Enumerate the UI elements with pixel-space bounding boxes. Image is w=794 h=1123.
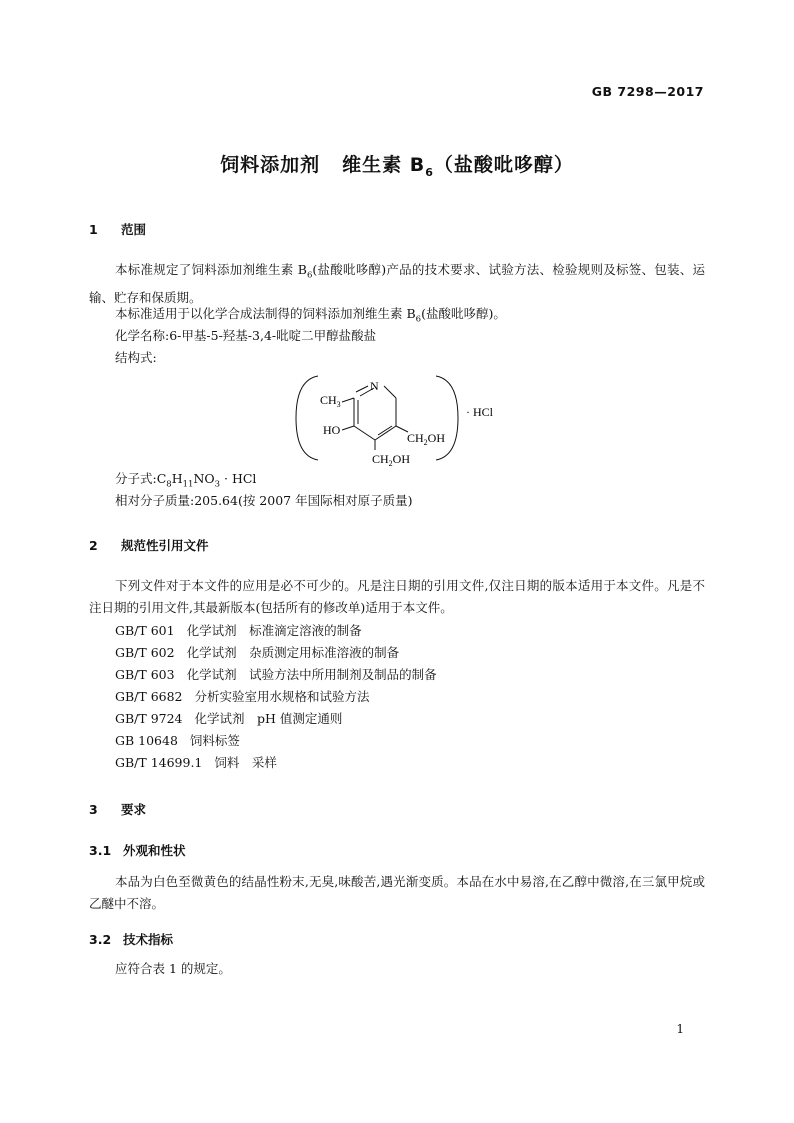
scope-paragraph-2: 本标准适用于以化学合成法制得的饲料添加剂维生素 $B_6$(盐酸吡哆醇)。	[115, 306, 506, 325]
reference-item: GB/T 603 化学试剂 试验方法中所用制剂及制品的制备	[115, 667, 437, 682]
scope-paragraph-1: 本标准规定了饲料添加剂维生素 $B_6$(盐酸吡哆醇)产品的技术要求、试验方法、检验规则及标签、包装、运输、贮存和保质期。	[89, 262, 705, 305]
reference-item: GB/T 14699.1 饲料 采样	[115, 755, 277, 770]
hydroxymethyl-right: $CH_2OH$	[407, 431, 446, 447]
reference-item: GB/T 6682 分析实验室用水规格和试验方法	[115, 689, 370, 704]
section-title: 范围	[121, 222, 147, 237]
title-subscript: 6	[425, 165, 434, 179]
structure-label: 结构式:	[115, 350, 157, 365]
title-part1: 饲料添加剂	[220, 154, 321, 176]
reference-list	[115, 620, 437, 774]
section-2-heading: 2 规范性引用文件	[89, 538, 209, 553]
chemical-name: 化学名称:6-甲基-5-羟基-3,4-吡啶二甲醇盐酸盐	[115, 328, 377, 343]
reference-item: GB/T 9724 化学试剂 pH 值测定通则	[115, 711, 343, 726]
section-3-2-heading: 3.2 技术指标	[89, 932, 174, 947]
molecular-formula: 分子式$:C_8H_{11}NO_3$ · HCl	[115, 471, 257, 490]
title-part3: （盐酸吡哆醇）	[433, 154, 574, 176]
document-number: GB 7298—2017	[591, 84, 704, 99]
appearance-paragraph: 本品为白色至微黄色的结晶性粉末,无臭,味酸苦,遇光渐变质。本品在水中易溶,在乙醇中微溶,在三氯甲烷或乙醚中不溶。	[89, 874, 705, 911]
document-title	[0, 150, 794, 179]
section-1-heading	[89, 220, 146, 238]
reference-item: GB 10648 饲料标签	[115, 733, 240, 748]
references-intro: 下列文件对于本文件的应用是必不可少的。凡是注日期的引用文件,仅注日期的版本适用于本文件。凡是不注日期的引用文件,其最新版本(包括所有的修改单)适用于本文件。	[89, 578, 705, 615]
reference-item: GB/T 602 化学试剂 杂质测定用标准溶液的制备	[115, 645, 400, 660]
molecular-mass: 相对分子质量:205.64(按 2007 年国际相对原子质量)	[115, 493, 413, 508]
hydrochloride-salt: · HCl	[466, 405, 493, 419]
section-3-1-heading: 3.1 外观和性状	[89, 843, 186, 858]
methyl-group: $CH_3$	[320, 393, 341, 409]
hydroxymethyl-bottom: $CH_2OH$	[372, 452, 411, 468]
title-part2: 维生素 B	[342, 154, 426, 176]
section-3-heading: 3 要求	[89, 802, 147, 817]
technical-spec-paragraph: 应符合表 1 的规定。	[115, 961, 231, 976]
section-number: 1	[89, 222, 98, 237]
page-number: 1	[676, 1022, 684, 1036]
reference-item: GB/T 601 化学试剂 标准滴定溶液的制备	[115, 623, 362, 638]
hydroxyl-group: HO	[323, 423, 341, 437]
structural-formula	[290, 370, 520, 470]
ring-nitrogen: N	[370, 379, 379, 393]
